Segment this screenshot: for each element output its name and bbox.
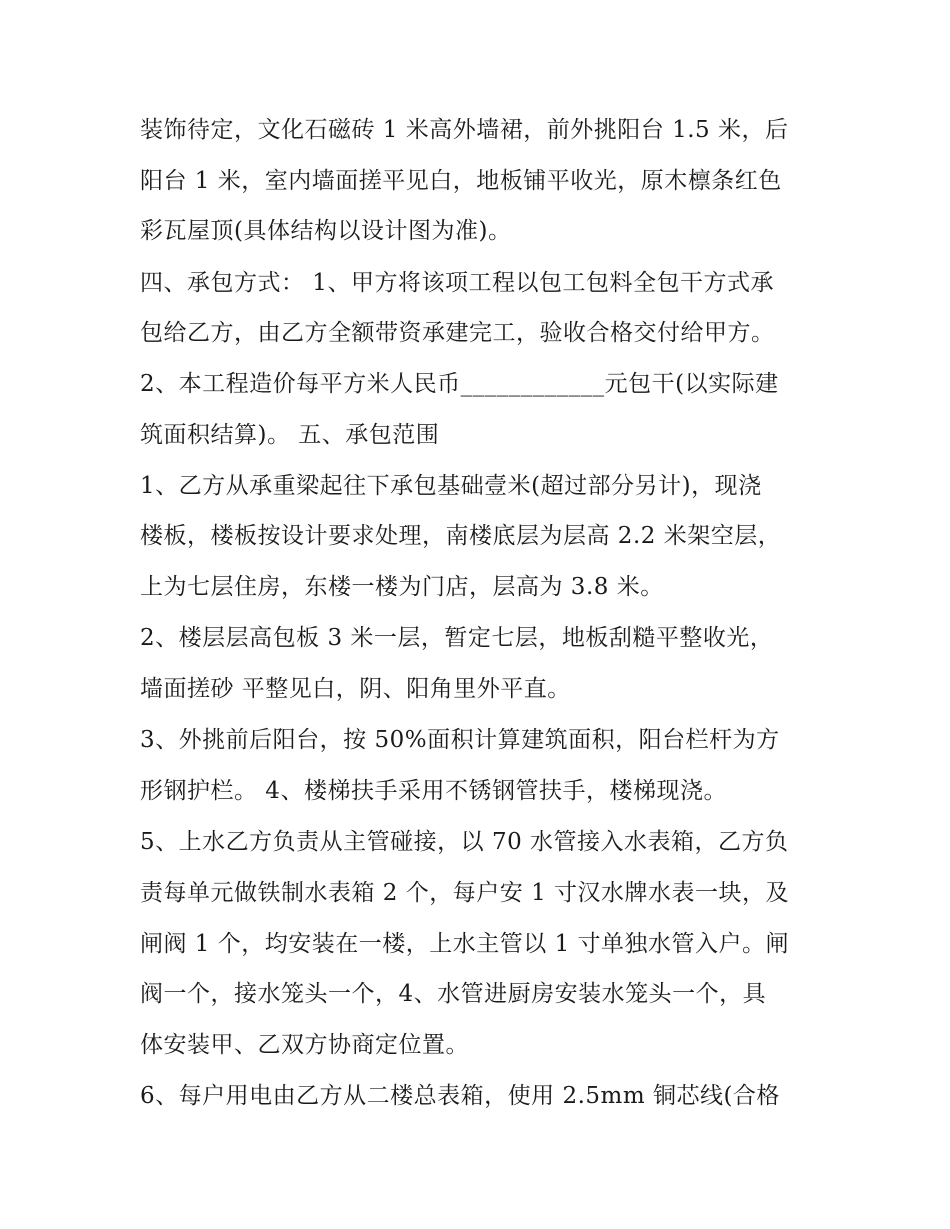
text-line: 四、承包方式： 1、甲方将该项工程以包工包料全包干方式承 <box>140 270 774 296</box>
text-line: 形钢护栏。 4、楼梯扶手采用不锈钢管扶手，楼梯现浇。 <box>140 778 727 804</box>
text-line: 装饰待定，文化石磁砖 1 米高外墙裙，前外挑阳台 1.5 米，后 <box>140 117 789 143</box>
text-line: 1、乙方从承重梁起往下承包基础壹米(超过部分另计)，现浇 <box>140 473 762 499</box>
text-line: 墙面搓砂 平整见白，阴、阳角里外平直。 <box>140 676 571 702</box>
text-line: 6、每户用电由乙方从二楼总表箱，使用 2.5mm 铜芯线(合格 <box>140 1083 780 1109</box>
text-line: 包给乙方，由乙方全额带资承建完工，验收合格交付给甲方。 <box>140 320 775 346</box>
text-line: 阀一个，接水笼头一个，4、水管进厨房安装水笼头一个，具 <box>140 981 767 1007</box>
text-line: 5、上水乙方负责从主管碰接，以 70 水管接入水表箱，乙方负 <box>140 829 789 855</box>
text-line: 彩瓦屋顶(具体结构以设计图为准)。 <box>140 218 512 244</box>
text-line: 2、楼层层高包板 3 米一层，暂定七层，地板刮糙平整收光， <box>140 625 774 651</box>
text-line: 2、本工程造价每平方米人民币____________元包干(以实际建 <box>140 371 779 397</box>
text-line: 筑面积结算)。 五、承包范围 <box>140 422 440 448</box>
text-line: 责每单元做铁制水表箱 2 个，每户安 1 寸汉水牌水表一块，及 <box>140 880 790 906</box>
text-line: 闸阀 1 个，均安装在一楼，上水主管以 1 寸单独水管入户。闸 <box>140 931 790 957</box>
text-line: 3、外挑前后阳台，按 50%面积计算建筑面积，阳台栏杆为方 <box>140 727 780 753</box>
text-line: 阳台 1 米，室内墙面搓平见白，地板铺平收光，原木檩条红色 <box>140 168 782 194</box>
text-line: 楼板，楼板按设计要求处理，南楼底层为层高 2.2 米架空层， <box>140 523 782 549</box>
text-line: 上为七层住房，东楼一楼为门店，层高为 3.8 米。 <box>140 574 664 600</box>
text-line: 体安装甲、乙双方协商定位置。 <box>140 1032 469 1058</box>
